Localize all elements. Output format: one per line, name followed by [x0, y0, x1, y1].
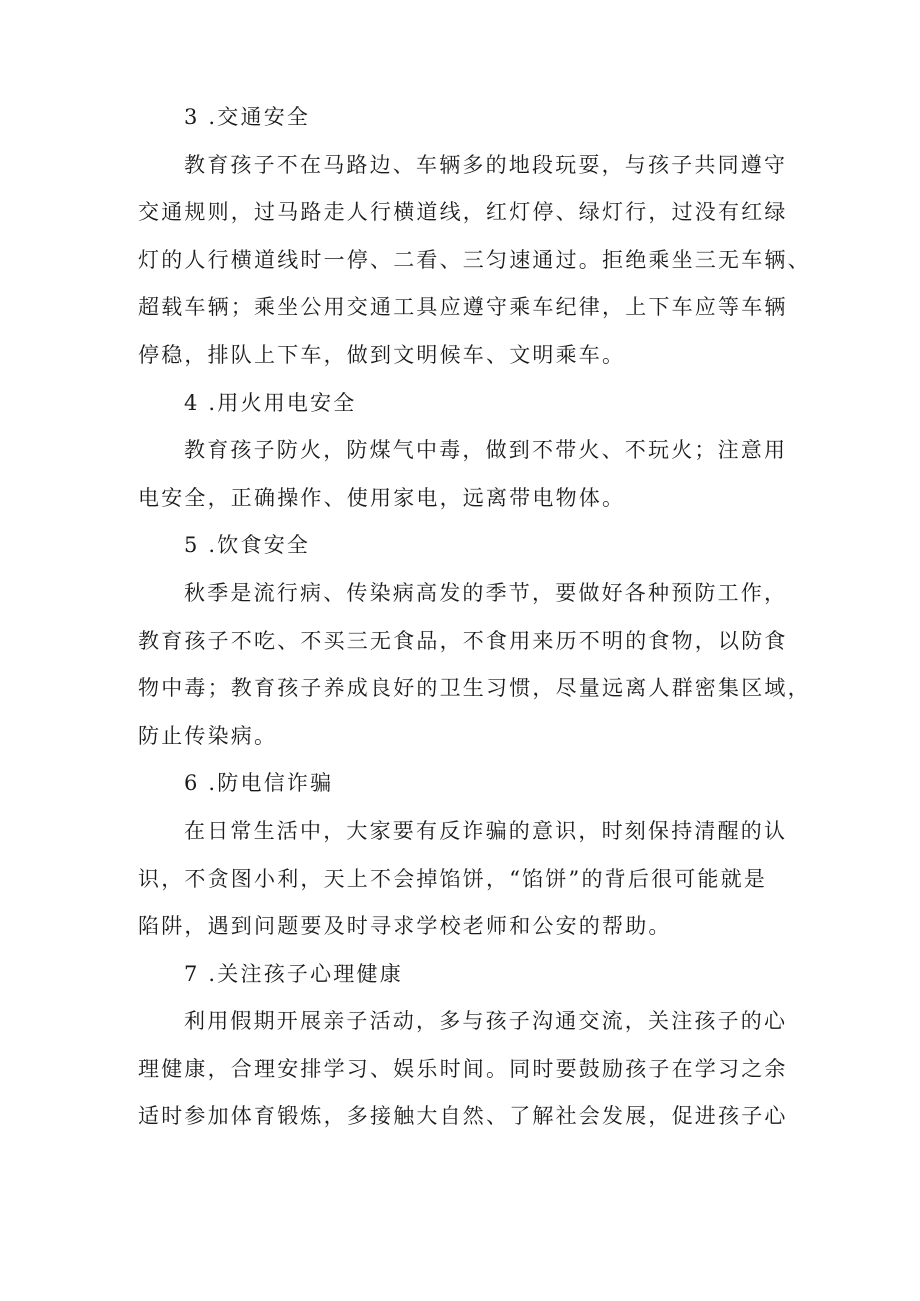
- paragraph-line: 停稳，排队上下车，做到文明候车、文明乘车。: [138, 342, 626, 367]
- paragraph-line: 利用假期开展亲子活动，多与孩子沟通交流，关注孩子的心: [184, 1009, 788, 1034]
- section-paragraph: [138, 570, 811, 760]
- paragraph-line: 交通规则，过马路走人行横道线，红灯停、绿灯行，过没有红绿: [138, 200, 788, 225]
- section-paragraph: [138, 142, 811, 380]
- section-mental-health: [138, 951, 792, 1141]
- paragraph-line: 超载车辆；乘坐公用交通工具应遵守乘车纪律，上下车应等车辆: [138, 295, 788, 320]
- paragraph-line: 理健康，合理安排学习、娱乐时间。同时要鼓励孩子在学习之余: [138, 1056, 788, 1081]
- section-heading: 7 .关注孩子心理健康: [184, 961, 403, 986]
- paragraph-line: 教育孩子防火，防煤气中毒，做到不带火、不玩火；注意用: [184, 438, 788, 463]
- section-food-safety: [138, 522, 811, 760]
- document-body: [138, 94, 811, 1141]
- paragraph-line: 物中毒；教育孩子养成良好的卫生习惯，尽量远离人群密集区域，: [138, 676, 811, 701]
- section-traffic-safety: [138, 94, 811, 380]
- section-heading: 3 .交通安全: [184, 105, 311, 129]
- paragraph-line: 防止传染病。: [138, 723, 278, 748]
- section-paragraph: [138, 427, 792, 522]
- paragraph-line: 秋季是流行病、传染病高发的季节，要做好各种预防工作，: [184, 580, 788, 605]
- paragraph-line: 电安全，正确操作、使用家电，远离带电物体。: [138, 485, 626, 510]
- section-paragraph: [138, 998, 792, 1141]
- section-heading: 6 .防电信诈骗: [184, 771, 334, 796]
- paragraph-line: 教育孩子不吃、不买三无食品，不食用来历不明的食物，以防食: [138, 628, 788, 653]
- paragraph-line: 灯的人行横道线时一停、二看、三匀速通过。拒绝乘坐三无车辆、: [138, 247, 811, 272]
- section-heading: 5 .饮食安全: [184, 533, 311, 558]
- paragraph-line: 识，不贪图小利，天上不会掉馅饼，“馅饼”的背后很可能就是: [138, 866, 768, 891]
- section-fire-electric-safety: [138, 380, 792, 523]
- paragraph-line: 教育孩子不在马路边、车辆多的地段玩耍，与孩子共同遵守: [184, 152, 788, 177]
- paragraph-line: 在日常生活中，大家要有反诈骗的意识，时刻保持清醒的认: [184, 818, 788, 843]
- section-paragraph: [138, 808, 792, 951]
- paragraph-line: 陷阱，遇到问题要及时寻求学校老师和公安的帮助。: [138, 914, 672, 939]
- section-anti-fraud: [138, 760, 792, 950]
- paragraph-line: 适时参加体育锻炼，多接触大自然、了解社会发展，促进孩子心: [138, 1104, 788, 1129]
- section-heading: 4 .用火用电安全: [184, 390, 357, 415]
